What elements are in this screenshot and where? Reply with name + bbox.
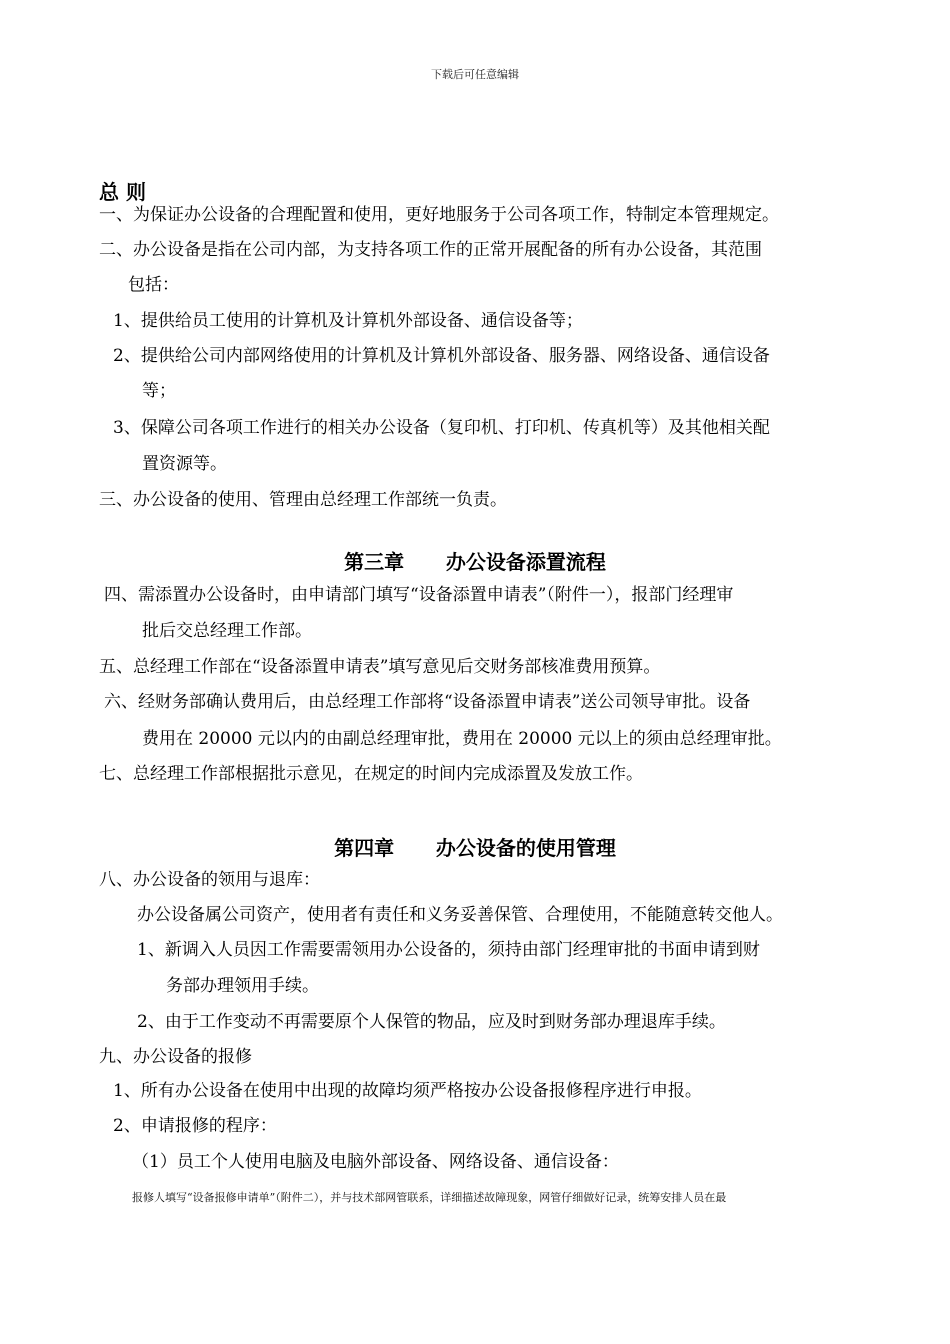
clause-8-intro: 办公设备属公司资产，使用者有责任和义务妥善保管、合理使用，不能随意转交他人。: [137, 905, 783, 925]
section-title-general: 总 则: [99, 180, 146, 204]
clause-9-footnote: 报修人填写“设备报修申请单”（附件二），并与技术部网管联系，详细描述故障现象，网管仔细做好记录，统筹安排人员在最: [132, 1191, 727, 1204]
clause-7: 七、总经理工作部根据批示意见，在规定的时间内完成添置及发放工作。: [99, 764, 643, 784]
clause-3: 三、办公设备的使用、管理由总经理工作部统一负责。: [99, 490, 507, 510]
clause-2: 二、办公设备是指在公司内部，为支持各项工作的正常开展配备的所有办公设备，其范围: [99, 240, 762, 260]
clause-9-item-2: 2、申请报修的程序：: [113, 1116, 277, 1136]
clause-8-item-1: 1、新调入人员因工作需要需领用办公设备的，须持由部门经理审批的书面申请到财: [137, 940, 760, 960]
clause-8-item-1-cont: 务部办理领用手续。: [166, 976, 319, 996]
clause-4-cont: 批后交总经理工作部。: [142, 621, 312, 641]
clause-4: 四、需添置办公设备时，由申请部门填写“设备添置申请表”（附件一），报部门经理审: [104, 585, 734, 605]
clause-2-item-2-cont: 等；: [142, 381, 176, 401]
clause-2-item-2: 2、提供给公司内部网络使用的计算机及计算机外部设备、服务器、网络设备、通信设备: [113, 346, 770, 366]
page-header-note: 下载后可任意编辑: [431, 68, 519, 81]
clause-2-cont: 包括：: [128, 275, 179, 295]
clause-9-item-1: 1、所有办公设备在使用中出现的故障均须严格按办公设备报修程序进行申报。: [113, 1081, 702, 1101]
clause-6: 六、经财务部确认费用后，由总经理工作部将“设备添置申请表”送公司领导审批。设备: [104, 692, 751, 712]
clause-5: 五、总经理工作部在“设备添置申请表”填写意见后交财务部核准费用预算。: [99, 657, 661, 677]
chapter-4-title: 第四章 办公设备的使用管理: [334, 836, 616, 860]
clause-8: 八、办公设备的领用与退库：: [99, 870, 320, 890]
clause-1: 一、为保证办公设备的合理配置和使用，更好地服务于公司各项工作，特制定本管理规定。: [99, 205, 779, 225]
clause-2-item-3: 3、保障公司各项工作进行的相关办公设备（复印机、打印机、传真机等）及其他相关配: [113, 418, 770, 438]
clause-6-cont: 费用在 20000 元以内的由副总经理审批，费用在 20000 元以上的须由总经理审批。: [142, 729, 782, 749]
clause-2-item-3-cont: 置资源等。: [142, 454, 227, 474]
clause-9-item-2-sub-1: （1）员工个人使用电脑及电脑外部设备、网络设备、通信设备：: [132, 1152, 619, 1172]
clause-2-item-1: 1、提供给员工使用的计算机及计算机外部设备、通信设备等；: [113, 311, 583, 331]
clause-9: 九、办公设备的报修: [99, 1047, 252, 1067]
clause-8-item-2: 2、由于工作变动不再需要原个人保管的物品，应及时到财务部办理退库手续。: [137, 1012, 726, 1032]
chapter-3-title: 第三章 办公设备添置流程: [344, 550, 606, 574]
